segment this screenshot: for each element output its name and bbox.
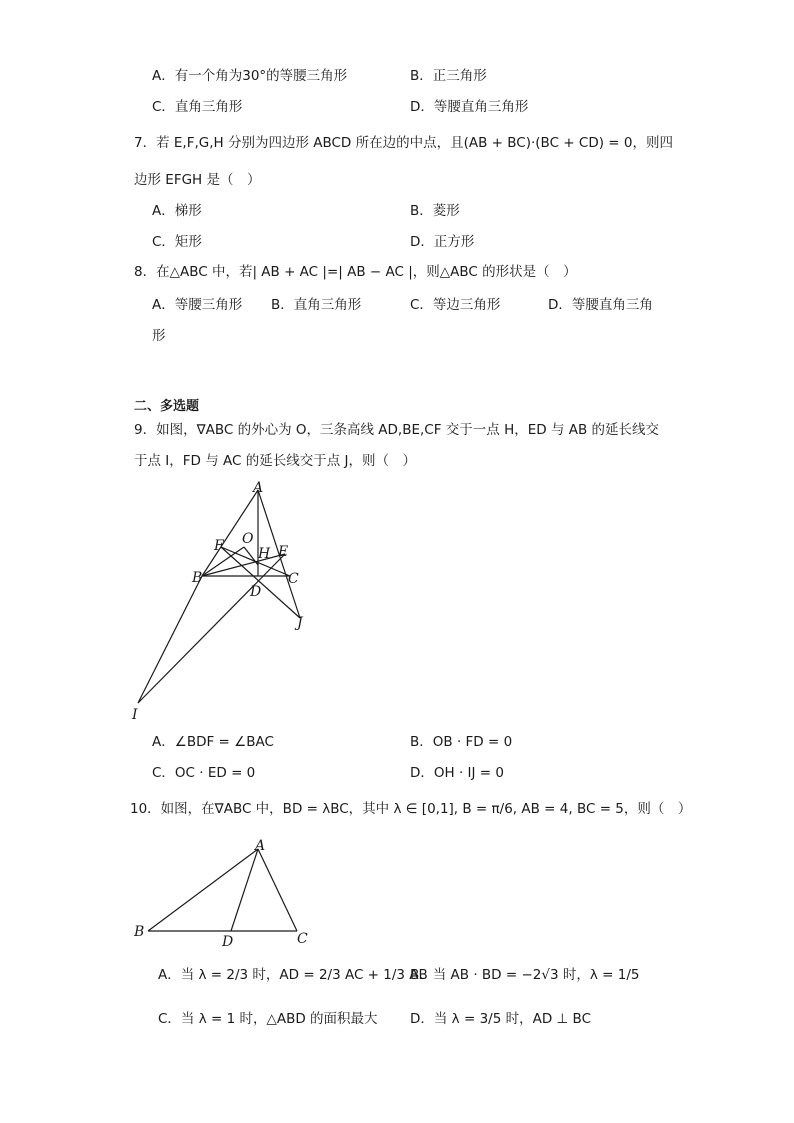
q7-stem-line1: 7．若 E,F,G,H 分别为四边形 ABCD 所在边的中点，且(AB + BC)·(BC + CD) = 0，则四 — [134, 135, 673, 151]
q8-option-a: A．等腰三角形 — [152, 297, 243, 313]
q10-label-c: C — [297, 931, 308, 947]
q9-stem-line2: 于点 I，FD 与 AC 的延长线交于点 J，则（ ） — [134, 453, 417, 469]
q7-option-d: D．正方形 — [410, 234, 475, 250]
q6-option-b: B．正三角形 — [410, 68, 487, 84]
q9-label-d: D — [250, 584, 262, 600]
q9-option-a: A．∠BDF = ∠BAC — [152, 734, 274, 750]
q7-option-c: C．矩形 — [152, 234, 202, 250]
q8-option-c: C．等边三角形 — [410, 297, 501, 313]
q10-option-a: A．当 λ = 2/3 时，AD = 2/3 AC + 1/3 AB — [158, 967, 428, 983]
q9-label-i: I — [132, 707, 138, 723]
q10-option-d: D．当 λ = 3/5 时，AD ⊥ BC — [410, 1011, 592, 1027]
q10-option-b: B．当 AB · BD = −2√3 时，λ = 1/5 — [410, 967, 640, 983]
q9-option-c: C．OC · ED = 0 — [152, 765, 256, 781]
q8-option-b: B．直角三角形 — [271, 297, 362, 313]
q9-label-b: B — [192, 570, 203, 586]
q7-option-a: A．梯形 — [152, 203, 202, 219]
q9-label-j: J — [297, 615, 303, 631]
q9-label-e: E — [278, 544, 289, 560]
q9-label-a: A — [253, 480, 264, 496]
q7-option-b: B．菱形 — [410, 203, 460, 219]
q9-stem-line1: 9．如图，∇ABC 的外心为 O，三条高线 AD,BE,CF 交于一点 H，ED 与 AB 的延长线交 — [134, 422, 660, 438]
q6-option-d: D．等腰直角三角形 — [410, 99, 529, 115]
q10-side-ab — [148, 849, 258, 931]
q10-segment-ad — [231, 849, 258, 931]
q9-option-d: D．OH · IJ = 0 — [410, 765, 504, 781]
q9-label-h: H — [258, 546, 271, 562]
q9-figure — [120, 475, 320, 725]
q8-option-d-line2: 形 — [152, 328, 166, 344]
q9-label-f: F — [214, 538, 224, 554]
q6-option-a: A．有一个角为30°的等腰三角形 — [152, 68, 348, 84]
q10-option-c: C．当 λ = 1 时，△ABD 的面积最大 — [158, 1011, 378, 1027]
q9-line-ib — [138, 576, 202, 703]
q6-option-c: C．直角三角形 — [152, 99, 243, 115]
q10-label-b: B — [134, 924, 145, 940]
q9-segment-oh — [244, 547, 258, 565]
q10-label-a: A — [255, 838, 266, 854]
q10-side-ac — [258, 849, 297, 931]
q9-label-c: C — [288, 571, 299, 587]
q10-label-d: D — [222, 934, 234, 950]
q9-label-o: O — [242, 531, 254, 547]
q10-figure — [125, 830, 325, 950]
q8-option-d-line1: D．等腰直角三角 — [548, 297, 653, 313]
section-title: 二、多选题 — [134, 399, 200, 414]
q9-option-b: B．OB · FD = 0 — [410, 734, 513, 750]
q7-stem-line2: 边形 EFGH 是（ ） — [134, 172, 261, 188]
q10-stem: 10．如图，在∇ABC 中，BD = λBC，其中 λ ∈ [0,1], B = π/6, AB = 4, BC = 5，则（ ） — [130, 801, 692, 817]
q8-stem: 8．在△ABC 中，若| AB + AC |=| AB − AC |，则△ABC 的形状是（ ） — [134, 264, 577, 280]
